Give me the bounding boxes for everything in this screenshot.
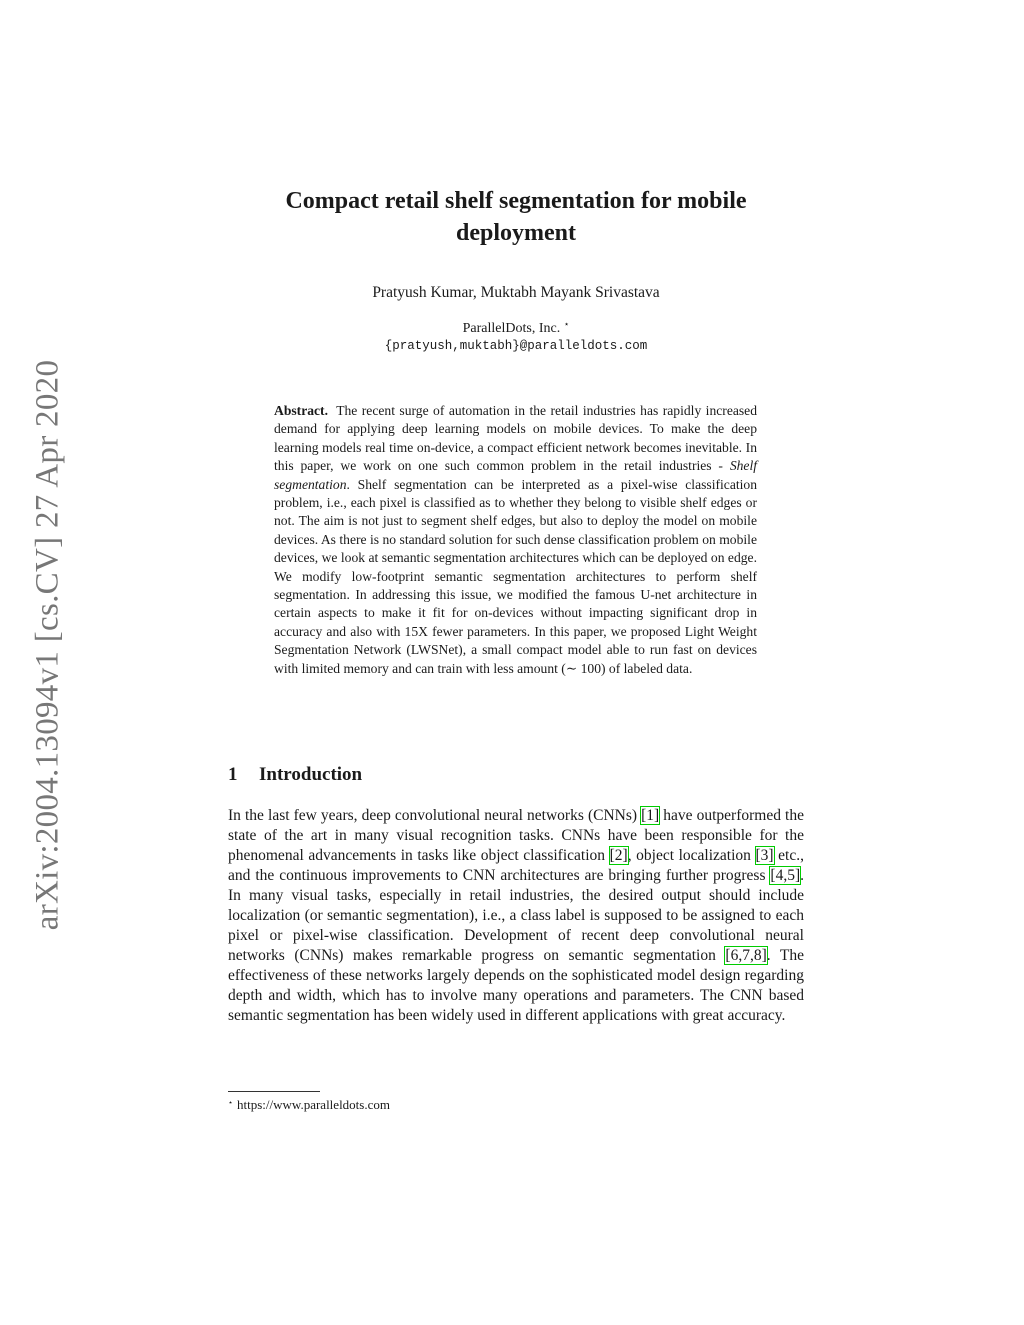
intro-text: , object localization xyxy=(627,847,756,864)
title-line-1: Compact retail shelf segmentation for mobile xyxy=(285,188,747,214)
citation-link[interactable]: [6,7,8] xyxy=(725,947,767,964)
introduction-paragraph xyxy=(228,806,804,1026)
paper-title xyxy=(228,185,804,249)
intro-text: have outperformed the state of the art in many visual recognition tasks. CNNs have been responsible for the phenomenal advancements in tasks like object classification xyxy=(228,807,804,864)
affiliation-footnote-mark[interactable]: ⋆ xyxy=(563,319,570,329)
affiliation-name: ParallelDots, Inc. xyxy=(462,321,561,336)
affiliation xyxy=(228,319,804,337)
citation-link[interactable]: [3] xyxy=(755,847,774,864)
section-title: Introduction xyxy=(259,764,363,785)
abstract-text-part-2: . Shelf segmentation can be interpreted as a pixel-wise classification problem, i.e., each pixel is classified as to whether they belong to visible shelf edges or not. The aim is not just to segment shelf edges, but also to deploy the model on mobile devices. As there is no standard solution for such dense classification problem on mobile devices, we look at semantic segmentation architectures which can be deployed on edge. We modify low-footprint semantic segmentation architectures to perform shelf segmentation. In addressing this issue, we modified the famous U-net architecture in certain aspects to make it fit for on-devices without impacting significant drop in accuracy and also with 15X fewer parameters. In this paper, we proposed Light Weight Segmentation Network (LWSNet), a small compact model able to run fast on devices with limited memory and can train with less amount (∼ 100) of labeled data. xyxy=(274,476,757,676)
arxiv-identifier: arXiv:2004.13094v1 [cs.CV] 27 Apr 2020 xyxy=(29,359,66,931)
abstract-label: Abstract. xyxy=(274,403,328,418)
abstract xyxy=(274,402,757,678)
citation-link[interactable]: [1] xyxy=(641,807,660,824)
footnote xyxy=(228,1097,390,1113)
author-emails: {pratyush,muktabh}@paralleldots.com xyxy=(384,339,648,353)
intro-text: . The effectiveness of these networks largely depends on the sophisticated model design regarding depth and width, which has to involve many operations and parameters. The CNN based semantic segmentation has been widely used in different applications with great accuracy. xyxy=(228,947,804,1024)
citation-link[interactable]: [4,5] xyxy=(770,867,801,884)
citation-link[interactable]: [2] xyxy=(609,847,628,864)
section-number: 1 xyxy=(228,764,238,785)
abstract-text-part-1: The recent surge of automation in the retail industries has rapidly increased demand for applying deep learning models on mobile devices. To make the deep learning models real time on-device, a compact efficient network becomes inevitable. In this paper, we work on one such common problem in the retail industries - xyxy=(274,403,758,474)
footnote-divider xyxy=(228,1091,320,1092)
author-list: Pratyush Kumar, Muktabh Mayank Srivastava xyxy=(372,284,660,301)
title-line-2: deployment xyxy=(456,220,576,246)
footnote-mark: ⋆ xyxy=(228,1098,234,1107)
footnote-url[interactable]: https://www.paralleldots.com xyxy=(237,1097,390,1112)
intro-text: . In many visual tasks, especially in retail industries, the desired output should include localization (or semantic segmentation), i.e., a class label is supposed to be assigned to each pixel or pixel-wise classification. Development of recent deep convolutional neural networks (CNNs) makes remarkable progress on semantic segmentation xyxy=(228,867,804,964)
intro-text: etc., and the continuous improvements to CNN architectures are bringing further progress xyxy=(228,847,804,884)
section-heading-introduction xyxy=(228,764,362,786)
abstract-emphasis: Shelf segmentation xyxy=(274,458,757,492)
intro-text: In the last few years, deep convolutional neural networks (CNNs) xyxy=(228,807,642,824)
